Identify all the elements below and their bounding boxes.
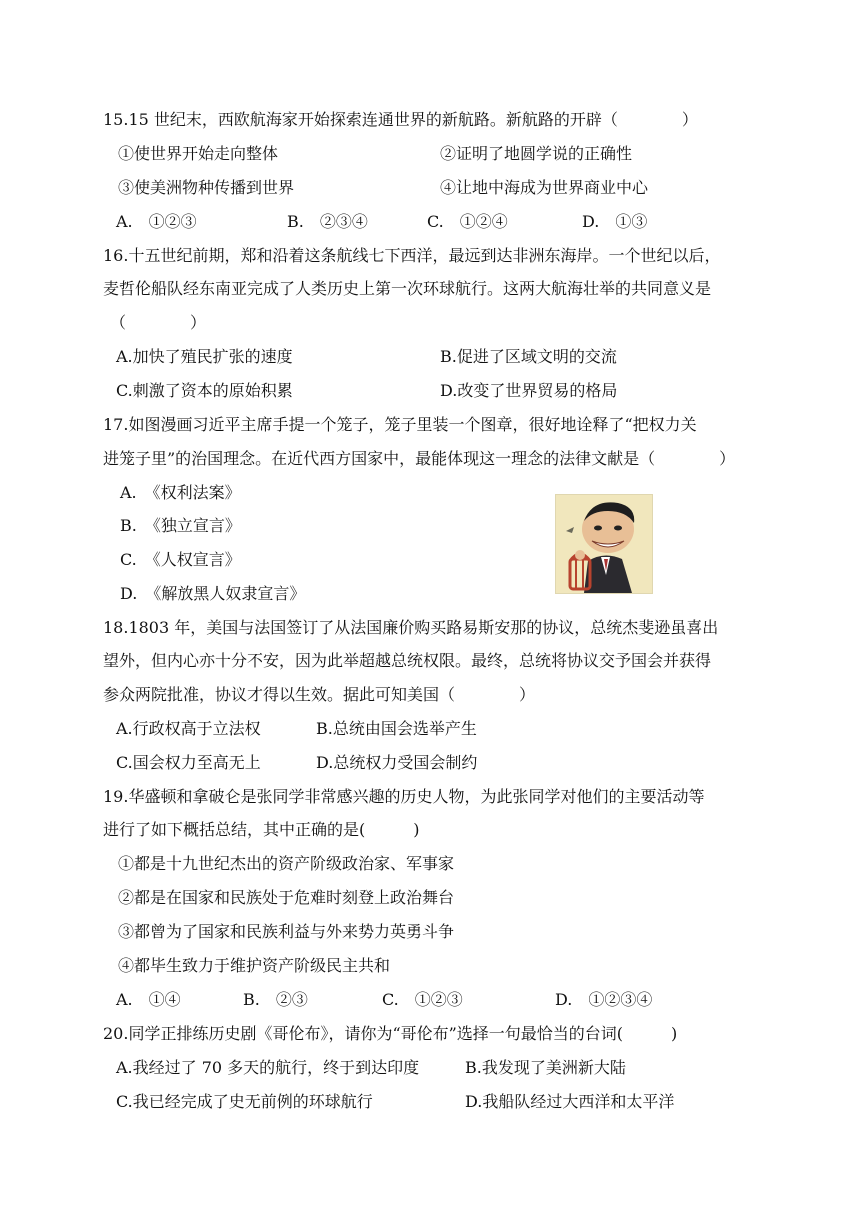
cartoon-image (555, 494, 653, 594)
q16-stem-line-2: 麦哲伦船队经东南亚完成了人类历史上第一次环球航行。这两大航海壮举的共同意义是 (103, 279, 712, 298)
q19-item-2: ②都是在国家和民族处于危难时刻登上政治舞台 (118, 888, 455, 907)
q18-option-c[interactable]: C.国会权力至高无上 (116, 753, 261, 772)
q20-option-d[interactable]: D.我船队经过大西洋和太平洋 (465, 1092, 675, 1111)
q18-option-b[interactable]: B.总统由国会选举产生 (316, 719, 477, 738)
q15-option-a[interactable]: A. ①②③ (116, 212, 197, 231)
q19-option-b[interactable]: B. ②③ (243, 990, 308, 1009)
q17-option-b[interactable]: B. 《独立宣言》 (120, 516, 241, 535)
q16-option-b[interactable]: B.促进了区域文明的交流 (440, 347, 617, 366)
q20-option-a[interactable]: A.我经过了 70 多天的航行，终于到达印度 (116, 1058, 420, 1077)
q16-stem-line-1: 16.十五世纪前期，郑和沿着这条航线七下西洋，最远到达非洲东海岸。一个世纪以后， (103, 246, 721, 265)
q18-stem-line-3: 参众两院批准，协议才得以生效。据此可知美国（ ） (103, 685, 536, 704)
q19-item-4: ④都毕生致力于维护资产阶级民主共和 (118, 956, 391, 975)
q17-stem-line-2: 进笼子里”的治国理念。在近代西方国家中，最能体现这一理念的法律文献是（ ） (103, 449, 736, 468)
q16-option-d[interactable]: D.改变了世界贸易的格局 (440, 381, 618, 400)
q17-stem-line-1: 17.如图漫画习近平主席手提一个笼子，笼子里装一个图章，很好地诠释了“把权力关 (103, 415, 697, 434)
q19-stem-line-2: 进行了如下概括总结，其中正确的是( ) (103, 820, 420, 839)
q15-item-4: ④让地中海成为世界商业中心 (440, 178, 649, 197)
q19-stem-line-1: 19.华盛顿和拿破仑是张同学非常感兴趣的历史人物，为此张同学对他们的主要活动等 (103, 787, 705, 806)
q15-item-1: ①使世界开始走向整体 (118, 144, 279, 163)
q17-option-c[interactable]: C. 《人权宣言》 (120, 550, 241, 569)
q18-option-d[interactable]: D.总统权力受国会制约 (316, 753, 478, 772)
q18-stem-line-1: 18.1803 年，美国与法国签订了从法国廉价购买路易斯安那的协议，总统杰斐逊虽喜出 (103, 618, 719, 637)
q16-stem-line-3: （ ） (110, 313, 207, 332)
q17-option-a[interactable]: A. 《权利法案》 (120, 483, 241, 502)
q19-item-3: ③都曾为了国家和民族利益与外来势力英勇斗争 (118, 922, 455, 941)
q19-option-c[interactable]: C. ①②③ (382, 990, 463, 1009)
q15-option-b[interactable]: B. ②③④ (287, 212, 368, 231)
q19-option-d[interactable]: D. ①②③④ (555, 990, 653, 1009)
q16-option-c[interactable]: C.刺激了资本的原始积累 (116, 381, 293, 400)
q17-option-d[interactable]: D. 《解放黑人奴隶宣言》 (120, 584, 306, 603)
q15-stem: 15.15 世纪末，西欧航海家开始探索连通世界的新航路。新航路的开辟（ ） (103, 110, 698, 129)
q20-option-c[interactable]: C.我已经完成了史无前例的环球航行 (116, 1092, 373, 1111)
q18-stem-line-2: 望外，但内心亦十分不安，因为此举超越总统权限。最终，总统将协议交予国会并获得 (103, 651, 712, 670)
q15-item-3: ③使美洲物种传播到世界 (118, 178, 295, 197)
q16-option-a[interactable]: A.加快了殖民扩张的速度 (116, 347, 293, 366)
q19-option-a[interactable]: A. ①④ (116, 990, 181, 1009)
q15-option-c[interactable]: C. ①②④ (427, 212, 508, 231)
caricature-illustration (556, 495, 652, 593)
q19-item-1: ①都是十九世纪杰出的资产阶级政治家、军事家 (118, 854, 455, 873)
q20-option-b[interactable]: B.我发现了美洲新大陆 (465, 1058, 626, 1077)
q18-option-a[interactable]: A.行政权高于立法权 (116, 719, 261, 738)
q15-item-2: ②证明了地圆学说的正确性 (440, 144, 633, 163)
q20-stem: 20.同学正排练历史剧《哥伦布》，请你为“哥伦布”选择一句最恰当的台词( ) (103, 1024, 678, 1043)
q15-option-d[interactable]: D. ①③ (582, 212, 648, 231)
